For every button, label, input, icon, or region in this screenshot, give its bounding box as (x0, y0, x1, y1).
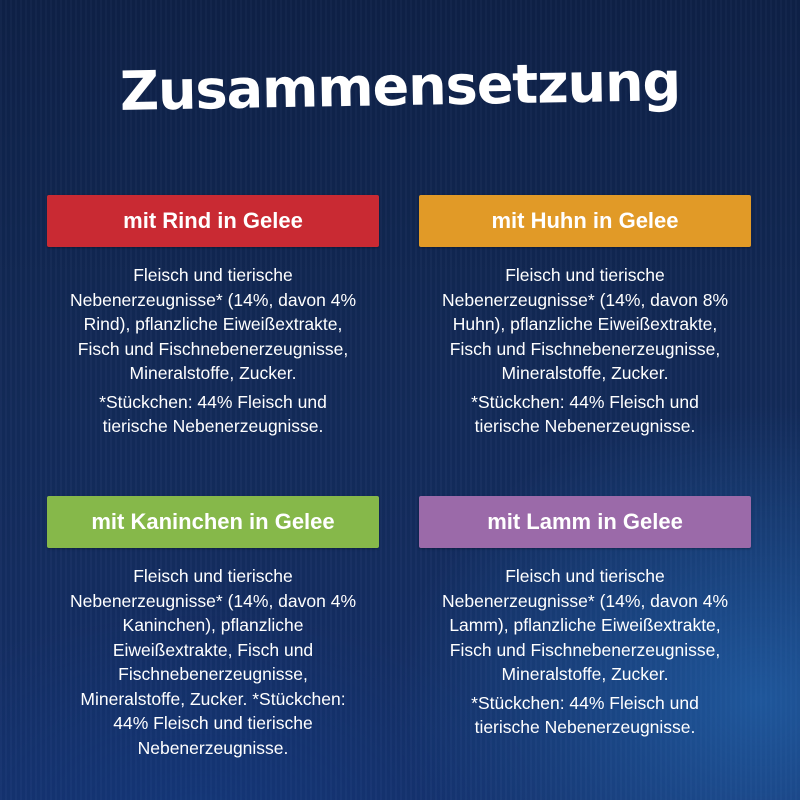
card-ingredients-kaninchen (47, 564, 379, 760)
card-ingredients-huhn (419, 263, 751, 386)
text-line: Nebenerzeugnisse* (14%, davon 4% (69, 289, 356, 310)
card-note-lamm (419, 691, 751, 740)
text-line: Rind), pflanzliche Eiweißextrakte, (83, 314, 343, 334)
text-line: Fischnebenerzeugnisse, (118, 664, 308, 684)
text-line: Mineralstoffe, Zucker. (501, 664, 669, 684)
text-line: Fisch und Fischnebenerzeugnisse, (449, 338, 721, 359)
text-line: Eiweißextrakte, Fisch und (112, 639, 314, 660)
card-header-kaninchen: mit Kaninchen in Gelee (47, 496, 379, 548)
text-line: Lamm), pflanzliche Eiweißextrakte, (449, 615, 721, 635)
card-ingredients-lamm (419, 564, 751, 687)
page-title: Zusammensetzung (119, 50, 681, 123)
card-huhn (419, 195, 751, 439)
card-note-rind (47, 390, 379, 439)
card-note-huhn (419, 390, 751, 439)
card-ingredients-rind (47, 263, 379, 386)
card-header-rind: mit Rind in Gelee (47, 195, 379, 247)
text-line: *Stückchen: 44% Fleisch und (99, 391, 327, 412)
text-line: *Stückchen: 44% Fleisch und (471, 391, 699, 412)
text-line: Fisch und Fischnebenerzeugnisse, (77, 338, 349, 359)
text-line: Mineralstoffe, Zucker. *Stückchen: (80, 688, 346, 709)
text-line: tierische Nebenerzeugnisse. (474, 717, 696, 737)
text-line: Huhn), pflanzliche Eiweißextrakte, (452, 314, 718, 334)
text-line: Kaninchen), pflanzliche (122, 615, 304, 635)
text-line: Fisch und Fischnebenerzeugnisse, (449, 639, 721, 660)
text-line: *Stückchen: 44% Fleisch und (471, 692, 699, 713)
text-line: Fleisch und tierische (505, 265, 665, 285)
text-line: Nebenerzeugnisse. (137, 737, 289, 758)
text-line: tierische Nebenerzeugnisse. (102, 416, 324, 436)
text-line: tierische Nebenerzeugnisse. (474, 416, 696, 436)
text-line: Fleisch und tierische (133, 566, 293, 586)
text-line: 44% Fleisch und tierische (113, 713, 313, 733)
text-line: Nebenerzeugnisse* (14%, davon 4% (69, 590, 356, 611)
card-lamm (419, 496, 751, 740)
card-header-huhn: mit Huhn in Gelee (419, 195, 751, 247)
text-line: Mineralstoffe, Zucker. (501, 363, 669, 383)
card-rind (47, 195, 379, 439)
text-line: Fleisch und tierische (505, 566, 665, 586)
text-line: Nebenerzeugnisse* (14%, davon 4% (441, 590, 728, 611)
text-line: Mineralstoffe, Zucker. (129, 363, 297, 383)
text-line: Fleisch und tierische (133, 265, 293, 285)
card-kaninchen (47, 496, 379, 764)
card-header-lamm: mit Lamm in Gelee (419, 496, 751, 548)
text-line: Nebenerzeugnisse* (14%, davon 8% (441, 289, 728, 310)
